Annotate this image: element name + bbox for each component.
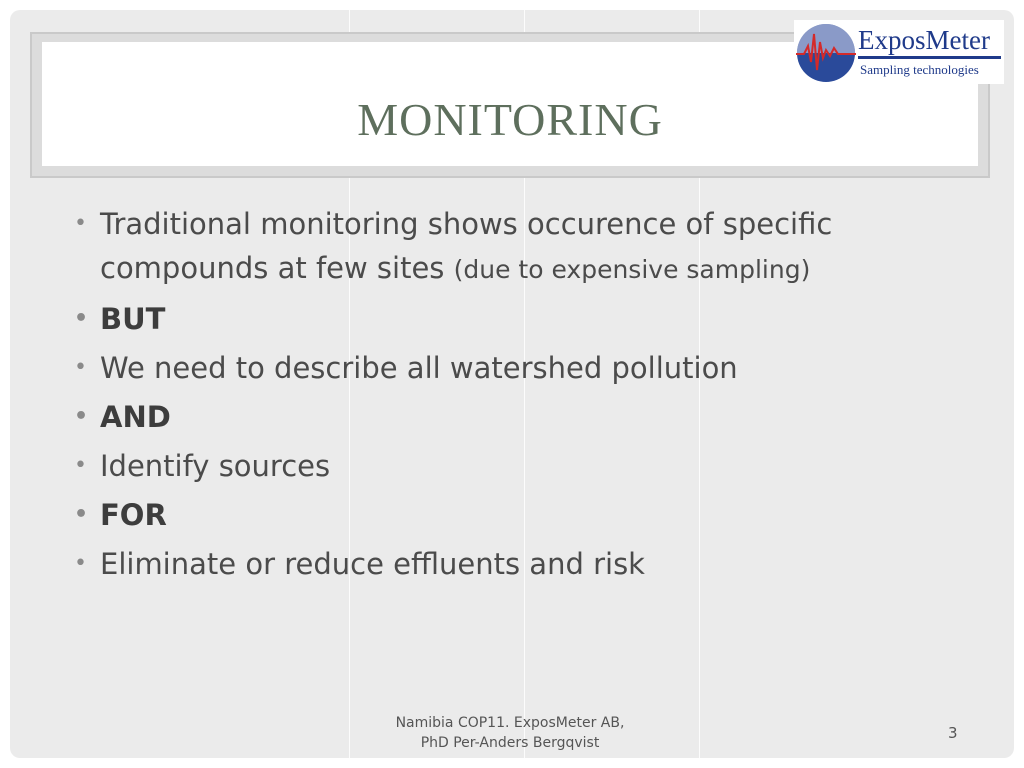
bullet-dot-icon: •	[74, 306, 89, 331]
bullet-item	[72, 202, 972, 292]
logo-tagline: Sampling technologies	[860, 62, 979, 77]
bullet-text: Eliminate or reduce effluents and risk	[100, 547, 645, 581]
bullet-dot-icon: •	[74, 502, 89, 527]
bullet-dot-icon: •	[74, 211, 87, 236]
footer	[340, 713, 680, 753]
bullet-dot-icon: •	[74, 355, 87, 380]
bullet-text: Identify sources	[100, 449, 331, 483]
bullet-dot-icon: •	[74, 453, 87, 478]
bullet-item	[72, 493, 972, 537]
bullet-item	[72, 542, 972, 586]
footer-line-2: PhD Per-Anders Bergqvist	[420, 735, 600, 751]
footer-line-1: Namibia COP11. ExposMeter AB,	[395, 715, 625, 731]
logo-globe-icon	[794, 20, 858, 84]
bullet-note: (due to expensive sampling)	[453, 255, 811, 284]
bullet-item	[72, 297, 972, 341]
bullet-text: BUT	[100, 302, 166, 336]
page-number: 3	[948, 724, 958, 742]
bullet-dot-icon: •	[74, 404, 89, 429]
bullet-text: FOR	[100, 498, 167, 532]
logo-name: ExposMeter	[858, 25, 990, 55]
logo-divider	[858, 56, 1001, 59]
slide-title: MONITORING	[357, 93, 663, 145]
bullet-text: Traditional monitoring shows occurence of specific compounds at few sites	[100, 207, 833, 285]
bullet-dot-icon: •	[74, 551, 87, 576]
bullet-item	[72, 444, 972, 488]
slide	[10, 10, 1014, 758]
bullet-item	[72, 395, 972, 439]
bullet-text: AND	[100, 400, 171, 434]
bullet-text: We need to describe all watershed pollution	[100, 351, 738, 385]
exposmeter-logo	[794, 20, 1004, 84]
bullet-list	[72, 202, 972, 591]
bullet-item	[72, 346, 972, 390]
